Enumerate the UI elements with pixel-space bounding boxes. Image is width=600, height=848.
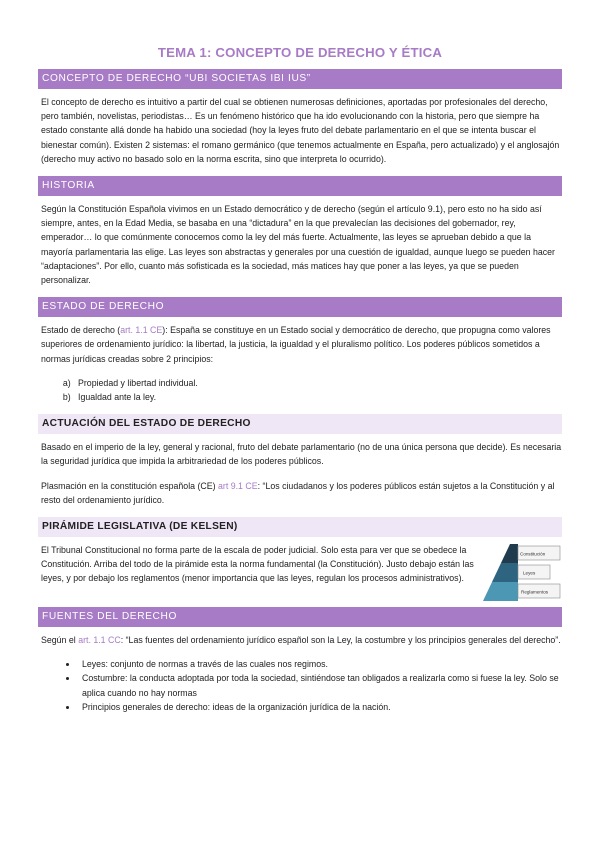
- text-fragment: Plasmación en la constitución española (CE): [41, 480, 219, 491]
- text-fragment: Según el: [41, 635, 79, 646]
- section-header-actuacion: ACTUACIÓN DEL ESTADO DE DERECHO: [38, 414, 562, 434]
- reference-art-1-1-ce: art. 1.1 CE: [120, 325, 163, 336]
- text-fragment: : “Las fuentes del ordenamiento jurídico español son la Ley, la costumbre y los principios generales del derecho”.: [120, 635, 561, 646]
- kelsen-block: [38, 543, 562, 603]
- paragraph-piramide: El Tribunal Constitucional no forma parte de la escala de poder judicial. Solo esta para ver que se obedece la Constitución. Arriba del todo de la pirámide esta la norma fundamental (la Constitución). Justo debajo están las leyes, y por debajo los reglamentos (menor importancia que las leyes, regulan los procesos administrativos).: [41, 545, 474, 584]
- reference-art-1-1-cc: art. 1.1 CC: [78, 635, 121, 646]
- pyramid-label-reglamentos: Reglamentos: [521, 589, 549, 595]
- kelsen-pyramid-diagram: [482, 541, 562, 603]
- paragraph-fuentes: [41, 633, 562, 647]
- list-item: • Costumbre: la conducta adoptada por toda la sociedad, sintiéndose tan obligados a realizarla como si fuese la ley. Solo se aplica cuando no hay normas: [78, 671, 562, 699]
- list-item: a. Propiedad y libertad individual.: [78, 376, 562, 390]
- document-title: TEMA 1: CONCEPTO DE DERECHO Y ÉTICA: [157, 45, 443, 60]
- sources-list: [38, 657, 562, 714]
- section-header-concepto: CONCEPTO DE DERECHO “UBI SOCIETAS IBI IUS”: [38, 69, 562, 89]
- pyramid-level-shape: [483, 582, 518, 601]
- paragraph-estado: [41, 323, 562, 366]
- list-item: • Leyes: conjunto de normas a través de las cuales nos regimos.: [78, 657, 562, 671]
- section-header-fuentes: FUENTES DEL DERECHO: [38, 607, 562, 627]
- paragraph-actuacion: Basado en el imperio de la ley, general y racional, fruto del debate parlamentario (no de una única persona que decide). Es necesaria la seguridad jurídica que impida la arbitrariedad de los poderes públicos.: [41, 442, 562, 467]
- principles-list: [38, 376, 562, 404]
- list-item: b. Igualdad ante la ley.: [78, 390, 562, 404]
- pyramid-level-shape: [501, 544, 518, 563]
- section-header-piramide: PIRÁMIDE LEGISLATIVA (DE KELSEN): [38, 517, 562, 537]
- section-header-estado: ESTADO DE DERECHO: [38, 297, 562, 317]
- section-header-historia: HISTORIA: [38, 176, 562, 196]
- pyramid-label-constitucion: Constitución: [520, 551, 546, 557]
- paragraph-concepto: El concepto de derecho es intuitivo a partir del cual se obtienen numerosas definiciones, aportadas por profesionales del derecho, pero también, novelistas, periodistas… Es un fenómeno histórico que ha ido evolucionando con la historia, pero que siempre ha estado constante allá donde ha habido una sociedad (hoy la leyes fruto del debate parlamentario en el que se intenta buscar el bienestar común). Existen 2 sistemas: el romano germánico (que tenemos actualmente en España, pero actualizado) y el anglosajón (derecho muy activo no basado solo en la norma escrita, sino que interpreta lo ocurrido).: [41, 97, 560, 164]
- text-fragment: ): España se constituye en un Estado social y democrático de derecho, que propugna como valores superiores de ordenamiento jurídico: la libertad, la justicia, la igualdad y el pluralismo político. Los poderes públicos sometidos a normas jurídicas creadas sobre 2 principios:: [41, 325, 551, 364]
- paragraph-historia: Según la Constitución Española vivimos en un Estado democrático y de derecho (según el artículo 9.1), pero esto no ha sido así siempre, antes, en la Edad Media, se basaba en una “dictadura” en la que prevalecían las decisiones del gobernador, rey, emperador… lo que comúnmente conocemos como la ley del más fuerte. Actualmente, las leyes se aprueban debido a que la mayoría parlamentaria las elige. Las leyes son abstractas y generales por una cuestión de igualdad, aunque luego se pueden hacer “adaptaciones”. Por ello, cuanto más sofisticada es la sociedad, más matices hay que poner a las leyes, ya que se pueden personalizar.: [41, 204, 555, 286]
- reference-art-9-1-ce: art 9.1 CE: [218, 480, 258, 491]
- pyramid-label-leyes: Leyes: [523, 570, 536, 576]
- pyramid-level-shape: [492, 563, 518, 582]
- text-fragment: Estado de derecho (: [41, 325, 121, 336]
- list-item: • Principios generales de derecho: ideas de la organización jurídica de la nación.: [78, 700, 562, 714]
- text-fragment: : “Los ciudadanos y los poderes públicos están sujetos a la Constitución y al resto del ordenamiento jurídico.: [41, 480, 555, 505]
- paragraph-plasmacion: [41, 479, 562, 507]
